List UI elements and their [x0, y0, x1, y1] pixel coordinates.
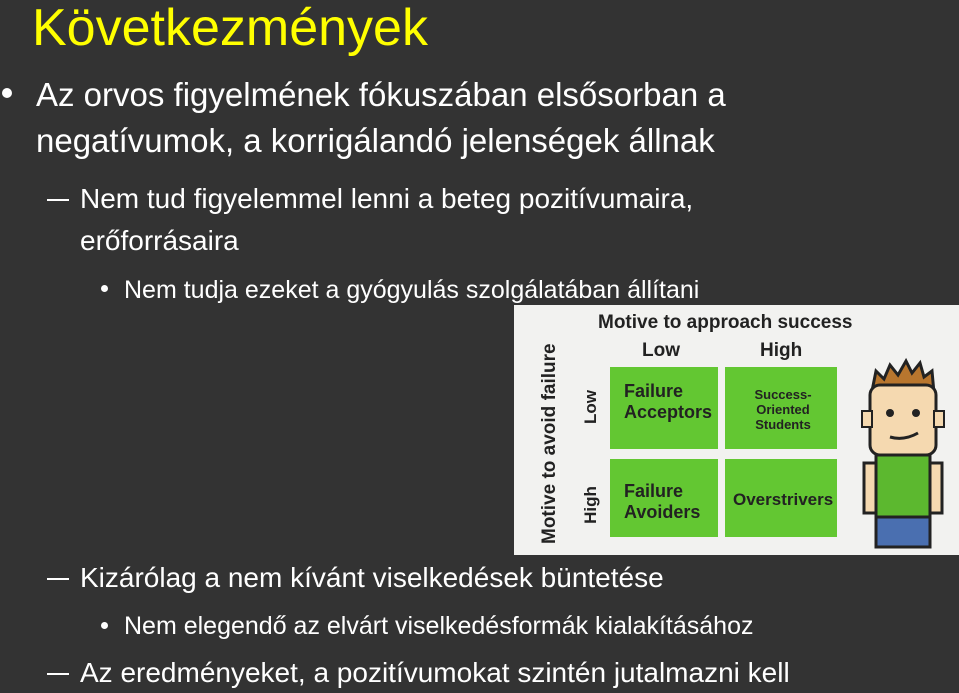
cell-failure-acceptors	[610, 367, 718, 449]
bullet-icon	[2, 88, 12, 98]
cell-text: Students	[755, 417, 811, 432]
sub-bullet-1-line2: erőforrásaira	[80, 225, 239, 256]
figure-header: Motive to approach success	[598, 312, 853, 333]
cell-text: Failure	[624, 481, 684, 501]
cell-text: Overstrivers	[733, 490, 834, 509]
row-high-label: High	[580, 486, 600, 524]
dash-icon	[47, 578, 69, 580]
cell-text: Acceptors	[624, 402, 713, 422]
sub-sub-bullet-2: Nem elegendő az elvárt viselkedésformák kialakításához	[124, 612, 754, 640]
cell-text: Failure	[624, 381, 684, 401]
col-high-label: High	[760, 340, 803, 361]
sub-bullet-2: Kizárólag a nem kívánt viselkedések büntetése	[80, 562, 664, 593]
cell-text: Success-Oriented	[754, 387, 812, 417]
figure-vertical-title: Motive to avoid failure	[539, 343, 560, 544]
sub-sub-bullet-1: Nem tudja ezeket a gyógyulás szolgálatában állítani	[124, 276, 700, 304]
cartoon-student-icon	[854, 313, 954, 553]
small-bullet-icon	[101, 285, 108, 292]
cell-failure-avoiders	[610, 459, 718, 537]
slide-title: Következmények	[32, 0, 428, 57]
dash-icon	[47, 199, 69, 201]
cell-text: Avoiders	[624, 502, 701, 522]
dash-icon	[47, 673, 69, 675]
cell-success-oriented	[725, 367, 837, 449]
row-low-label: Low	[581, 390, 600, 424]
bullet-main: Az orvos figyelmének fókuszában elsősorban a negatívumok, a korrigálandó jelenségek állnak	[36, 76, 726, 159]
cell-overstrivers	[725, 459, 837, 537]
col-low-label: Low	[642, 340, 680, 361]
sub-bullet-3: Az eredményeket, a pozitívumokat szintén jutalmazni kell	[80, 657, 790, 688]
small-bullet-icon	[101, 622, 108, 629]
motivation-matrix-image	[514, 305, 959, 555]
sub-bullet-1-line1: Nem tud figyelemmel lenni a beteg pozitívumaira,	[80, 183, 694, 214]
